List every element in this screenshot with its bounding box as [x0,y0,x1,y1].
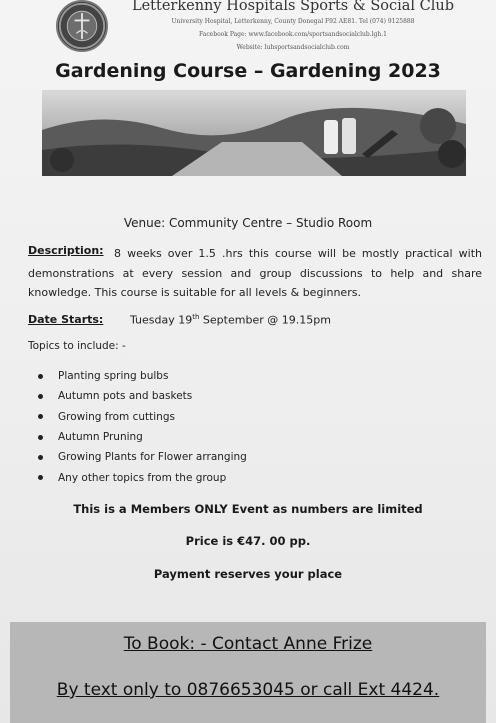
description-text: 8 weeks over 1.5 .hrs this course will be mostly practical with demonstrations at every session and group discussions to help and share knowledge. This course is suitable for all levels & beginners. [28,247,482,299]
list-item [38,427,247,447]
booking-contact: To Book: - Contact Anne Frize [123,634,373,654]
bullet-icon [38,475,43,480]
topics-list [38,366,247,488]
description-label: Description: [28,244,108,257]
club-address: University Hospital, Letterkenny, County Donegal F92 AE81. Tel (074) 9125888 [171,18,415,25]
bullet-icon [38,414,43,419]
bullet-icon [38,394,43,399]
list-item [38,407,247,427]
booking-phone: By text only to 0876653045 or call Ext 4424. [56,680,440,700]
topic-text: Autumn Pruning [58,431,143,444]
topic-text: Planting spring bulbs [58,370,169,383]
topic-text: Growing Plants for Flower arranging [58,451,247,464]
bullet-icon [38,455,43,460]
club-website: Website: luhsportsandsocialclub.com [236,44,350,51]
garden-banner-image [42,90,466,176]
list-item [38,366,247,386]
topic-text: Growing from cuttings [58,410,175,423]
club-name: Letterkenny Hospitals Sports & Social Club [131,0,455,14]
bullet-icon [38,374,43,379]
bullet-icon [38,435,43,440]
topic-text: Autumn pots and baskets [58,390,193,403]
topics-intro: Topics to include: - [28,340,126,352]
date-day: Tuesday 19 [130,313,193,327]
price: Price is €47. 00 pp. [185,534,311,548]
booking-box [10,622,486,723]
page-title: Gardening Course – Gardening 2023 [55,60,441,82]
members-only-notice: This is a Members ONLY Event as numbers are limited [73,502,423,516]
club-logo [56,0,108,52]
list-item [38,386,247,406]
list-item [38,467,247,487]
start-date [130,313,331,327]
payment-note: Payment reserves your place [153,567,343,581]
date-label: Date Starts: [28,313,104,326]
list-item [38,447,247,467]
date-rest: September @ 19.15pm [199,313,331,327]
date-suffix: th [192,313,200,321]
club-facebook: Facebook Page: www.facebook.com/sportsandsocialclub.lgh.1 [198,31,387,38]
venue: Venue: Community Centre – Studio Room [123,216,373,230]
topic-text: Any other topics from the group [58,471,227,484]
